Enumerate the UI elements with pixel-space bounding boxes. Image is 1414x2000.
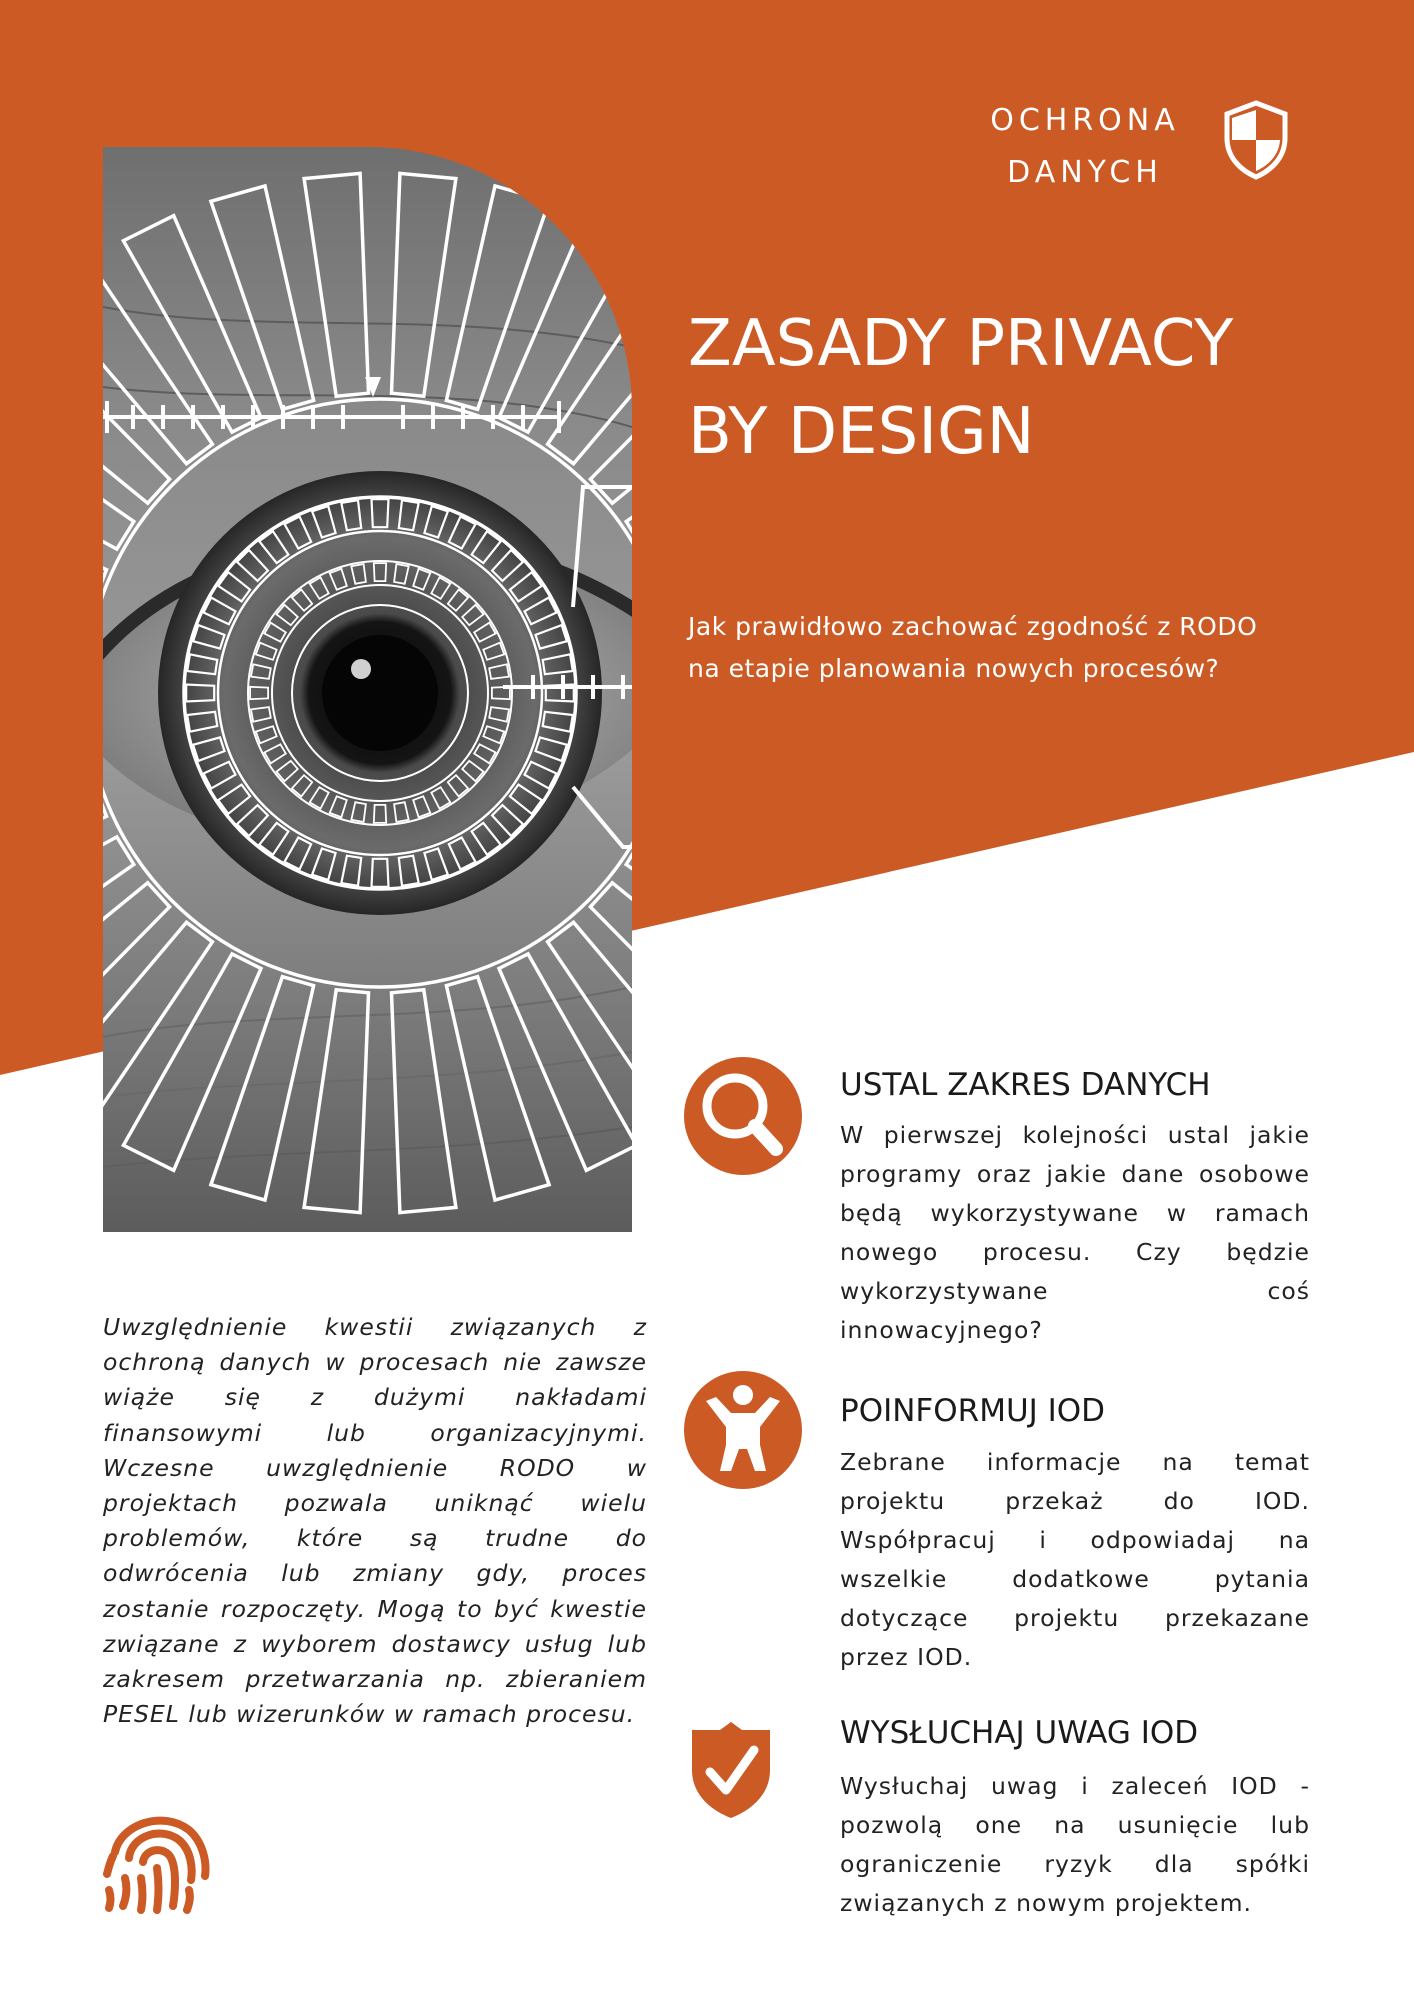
section-title-ustal: USTAL ZAKRES DANYCH <box>840 1067 1211 1103</box>
intro-line: odwrócenia lub zmiany gdy, proces <box>103 1559 647 1588</box>
magnifier-icon <box>684 1057 802 1175</box>
section-line: W pierwszej kolejności ustal jakie <box>840 1121 1310 1149</box>
section-line: przez IOD. <box>840 1643 973 1671</box>
intro-line: Uwzględnienie kwestii związanych z <box>103 1313 647 1341</box>
section-line: innowacyjnego? <box>840 1316 1043 1344</box>
shield-icon <box>1222 100 1290 180</box>
badge-line-2: DANYCH <box>1007 155 1163 190</box>
section-line: programy oraz jakie dane osobowe <box>840 1160 1310 1188</box>
section-body-poinformuj <box>840 1443 1310 1677</box>
badge-ochrona-danych <box>960 95 1210 199</box>
section-title-poinformuj: POINFORMUJ IOD <box>840 1393 1106 1429</box>
title-line-1: ZASADY PRIVACY <box>688 307 1234 381</box>
subtitle-line-2: na etapie planowania nowych procesów? <box>688 654 1220 683</box>
intro-line: projektach pozwala uniknąć wielu <box>103 1488 647 1517</box>
intro-line: zakresem przetwarzania np. zbieraniem <box>103 1664 647 1693</box>
intro-line: związane z wyborem dostawcy usług lub <box>103 1629 647 1658</box>
section-line: związanych z nowym projektem. <box>840 1889 1252 1917</box>
section-line: Zebrane informacje na temat <box>840 1448 1310 1476</box>
intro-line: ochroną danych w procesach nie zawsze <box>103 1348 647 1377</box>
subtitle <box>688 606 1368 690</box>
intro-line: zostanie rozpoczęty. Mogą to być kwestie <box>103 1594 647 1623</box>
section-line: wykorzystywane coś <box>840 1277 1310 1305</box>
section-line: dotyczące projektu przekazane <box>840 1604 1310 1632</box>
section-line: nowego procesu. Czy będzie <box>840 1238 1310 1266</box>
subtitle-line-1: Jak prawidłowo zachować zgodność z RODO <box>688 612 1258 641</box>
page-title <box>688 300 1368 476</box>
fingerprint-icon <box>103 1806 211 1914</box>
intro-line: Wczesne uwzględnienie RODO w <box>103 1453 647 1482</box>
badge-line-1: OCHRONA <box>990 103 1180 138</box>
section-line: ograniczenie ryzyk dla spółki <box>840 1850 1310 1878</box>
section-line: wszelkie dodatkowe pytania <box>840 1565 1310 1593</box>
section-line: pozwolą one na usunięcie lub <box>840 1811 1310 1839</box>
intro-line: wiąże się z dużymi nakładami <box>103 1383 647 1412</box>
section-line: będą wykorzystywane w ramach <box>840 1199 1310 1227</box>
title-line-2: BY DESIGN <box>688 395 1035 469</box>
section-body-ustal <box>840 1116 1310 1350</box>
section-line: projektu przekaż do IOD. <box>840 1487 1310 1515</box>
eye-iris-scan-photo <box>103 147 632 1232</box>
intro-line: finansowymi lub organizacyjnymi. <box>103 1418 647 1447</box>
intro-line: PESEL lub wizerunków w ramach procesu. <box>103 1700 636 1729</box>
shield-check-icon <box>690 1720 772 1820</box>
person-arms-up-icon <box>684 1371 802 1489</box>
intro-paragraph <box>103 1310 647 1732</box>
intro-line: problemów, które są trudne do <box>103 1524 647 1553</box>
section-body-wysluchaj <box>840 1767 1310 1923</box>
section-line: Współpracuj i odpowiadaj na <box>840 1526 1310 1554</box>
section-line: Wysłuchaj uwag i zaleceń IOD - <box>840 1772 1310 1800</box>
section-title-wysluchaj: WYSŁUCHAJ UWAG IOD <box>840 1715 1199 1751</box>
